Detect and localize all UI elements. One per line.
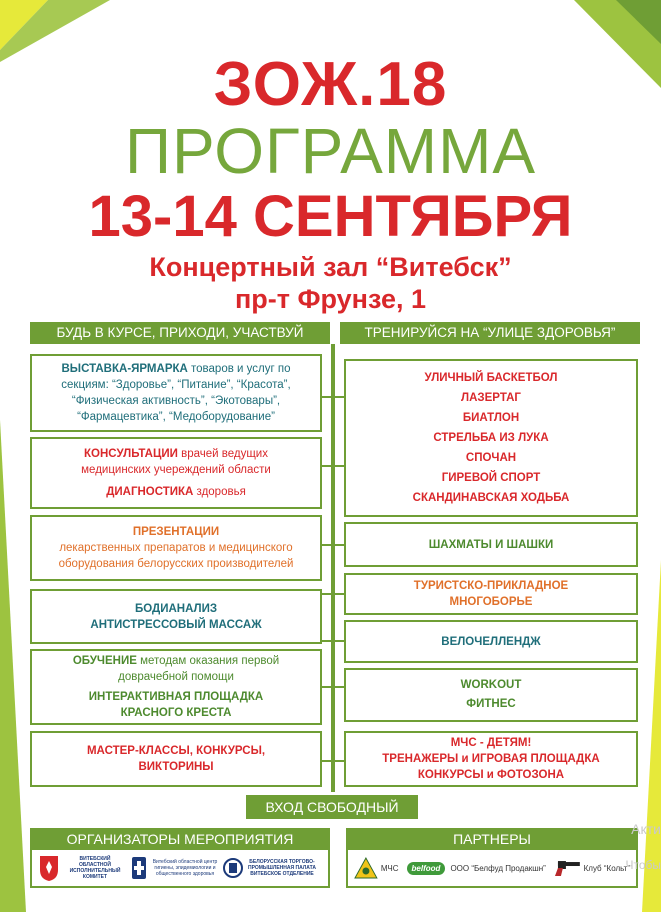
masterclass-box [30,731,322,787]
expo-sections: “Физическая активность”, “Экотовары”, [71,395,281,407]
workout-title: WORKOUT [460,679,522,691]
sport-item: ГИРЕВОЙ СПОРТ [441,472,541,484]
presentations-box [30,515,322,581]
org1-name: ВИТЕБСКИЙ ОБЛАСТНОЙ ИСПОЛНИТЕЛЬНЫЙ КОМИТЕТ [69,856,121,880]
expo-box [30,354,322,432]
velo-box [344,620,638,663]
connector [322,686,344,688]
connector [322,760,344,762]
event-dates: 13-14 СЕНТЯБРЯ [88,184,573,249]
sport-item: СКАНДИНАВСКАЯ ХОДЬБА [412,492,570,504]
red-cross-title: ИНТЕРАКТИВНАЯ ПЛОЩАДКА [88,691,264,703]
left-side-decoration [0,420,30,912]
tourism-title: МНОГОБОРЬЕ [449,596,533,608]
program-title: ПРОГРАММА [124,115,537,187]
street-sports-box [344,359,638,517]
left-column-header: БУДЬ В КУРСЕ, ПРИХОДИ, УЧАСТВУЙ [30,322,330,344]
diagnostics-text: здоровья [193,486,246,498]
consult-text: врачей ведущих [177,448,268,460]
velo-title: ВЕЛОЧЕЛЛЕНДЖ [441,635,541,648]
bodyanalysis-title: БОДИАНАЛИЗ [134,602,218,615]
training-title: ОБУЧЕНИЕ [72,655,137,667]
belfood-logo-icon: belfood [407,862,446,875]
organizers-box [30,848,330,888]
connector [322,593,344,595]
red-cross-title: КРАСНОГО КРЕСТА [120,707,232,719]
org2-name: Витебский областной центр гигиены, эпидемиологии и общественного здоровья [152,859,218,877]
masterclass-title: МАСТЕР-КЛАССЫ, КОНКУРСЫ, [86,745,266,757]
colt-club-label: Клуб “Кольт” [583,863,630,873]
venue-name: Концертный зал “Витебск” [149,252,512,282]
expo-text: товаров и услуг по [187,363,291,375]
organizers-header: ОРГАНИЗАТОРЫ МЕРОПРИЯТИЯ [30,828,330,850]
mchs-kids-text: КОНКУРСЫ и ФОТОЗОНА [417,769,565,781]
connector [322,465,344,467]
timeline-spine [331,344,335,792]
watermark-line: Акти [631,821,661,837]
diagnostics-title: ДИАГНОСТИКА [106,486,194,498]
hygiene-center-logo-icon [130,855,148,881]
tourism-title: ТУРИСТСКО-ПРИКЛАДНОЕ [413,580,569,592]
consult-text: медицинских учереждений области [81,464,271,476]
right-column-header: ТРЕНИРУЙСЯ НА “УЛИЦЕ ЗДОРОВЬЯ” [340,322,640,344]
expo-sections: “Фармацевтика”, “Медоборудование” [77,411,275,423]
mchs-label: МЧС [380,863,399,873]
bodyanalysis-box [30,589,322,644]
sport-item: БИАТЛОН [462,412,520,424]
masterclass-title: ВИКТОРИНЫ [138,761,214,773]
chamber-of-commerce-logo-icon [223,855,243,881]
chess-box [344,522,638,567]
workout-box [344,668,638,722]
revolver-icon [552,859,582,877]
sport-item: СПОЧАН [465,452,517,464]
mchs-kids-title: МЧС - ДЕТЯМ! [450,737,532,749]
mchs-kids-text: ТРЕНАЖЕРЫ и ИГРОВАЯ ПЛОЩАДКА [382,753,600,765]
chess-title: ШАХМАТЫ И ШАШКИ [428,538,554,551]
belfood-label: ООО “Белфуд Продакшн” [450,863,546,873]
mchs-kids-box [344,731,638,787]
mchs-emblem-icon [354,857,378,879]
training-text: доврачебной помощи [118,671,234,683]
consultations-box [30,437,322,509]
expo-sections: секциям: “Здоровье”, “Питание”, “Красота”, [61,379,291,391]
sport-item: СТРЕЛЬБА ИЗ ЛУКА [433,432,549,444]
watermark-line: Чтобы [625,858,661,872]
presentations-title: ПРЕЗЕНТАЦИИ [132,526,220,538]
org3-name: БЕЛОРУССКАЯ ТОРГОВО-ПРОМЫШЛЕННАЯ ПАЛАТА ВИТЕБСКОЕ ОТДЕЛЕНИЕ [248,859,316,877]
sport-item: ЛАЗЕРТАГ [461,392,521,404]
connector [322,396,344,398]
fitness-title: ФИТНЕС [466,698,516,710]
partners-box [346,848,638,888]
training-box [30,649,322,725]
presentations-text: оборудования белорусских производителей [58,558,294,570]
sport-item: УЛИЧНЫЙ БАСКЕТБОЛ [424,372,558,384]
activation-watermark [625,820,661,874]
free-entry-banner: ВХОД СВОБОДНЫЙ [246,795,418,819]
partners-header: ПАРТНЕРЫ [346,828,638,850]
massage-title: АНТИСТРЕССОВЫЙ МАССАЖ [90,618,262,631]
tourism-box [344,573,638,615]
event-title: ЗОЖ.18 [213,50,448,119]
connector [322,544,344,546]
training-text: методам оказания первой [136,655,280,667]
connector [322,640,344,642]
consult-title: КОНСУЛЬТАЦИИ [84,448,178,460]
expo-title: ВЫСТАВКА-ЯРМАРКА [61,363,188,375]
venue-address: пр-т Фрунзе, 1 [234,284,427,314]
minsk-coat-of-arms-icon [38,854,60,882]
presentations-text: лекарственных препаратов и медицинского [59,542,293,554]
